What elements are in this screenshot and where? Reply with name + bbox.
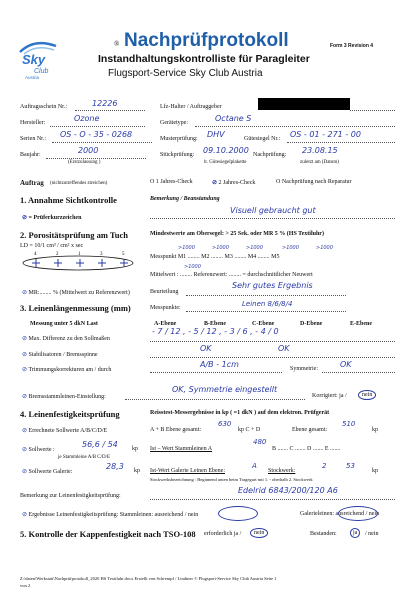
galerie-value: 28,3 xyxy=(106,462,124,471)
symmetrie-label: Symmetrie: xyxy=(290,366,318,372)
auftrag-option-3[interactable]: O Nachprüfung nach Reparatur xyxy=(276,179,352,185)
messpunkte-value: Leinen 8/6/8/4 xyxy=(242,300,293,308)
ist-rest: B ....... C ....... D ....... E ....... xyxy=(272,446,341,452)
stueckpruefung-value: 09.10.2000 xyxy=(203,146,249,155)
section-3-title: 3. Leinenlängenmessung (mm) xyxy=(20,303,131,313)
bemerkung-value: Visuell gebraucht gut xyxy=(230,206,316,215)
footer-line-1: Z:\daten\Werkstatt\Nachprüfprotokoll_2020 HS Textiluhr.docx Erstellt von Schrempf / Lindtner © Flugsport-Service Sky Club Austria Seite 1 xyxy=(20,576,277,581)
auftrag-label: Auftrag xyxy=(20,179,44,187)
scale-num-2: 2 xyxy=(56,252,59,257)
scale-num-3: 1 xyxy=(78,252,81,257)
ld-label: LD = 10/1 cm³ / cm² x sec xyxy=(20,243,84,249)
subtitle: Instandhaltungskontrolliste für Paragleiter xyxy=(98,53,310,65)
section-1-title: 1. Annahme Sichtkontrolle xyxy=(20,195,117,205)
guetesiegel-line xyxy=(287,142,395,143)
porosity-scale xyxy=(20,250,140,272)
reiss-title: Reisstest-Messergebnisse in kp ( =1 dkN ) auf dem elektron. Prüfgerät xyxy=(150,410,330,416)
check-mark-icon: ⊘ xyxy=(22,512,28,518)
geraetetyp-label: Gerätetype: xyxy=(160,120,188,126)
brems-label: ⊘ Bremsstammleinen-Einstellung: xyxy=(22,394,106,400)
row-stabi-line xyxy=(150,357,395,358)
erforderlich-nein[interactable]: nein xyxy=(250,528,268,538)
ist-label: Ist – Wert Stammleinen A xyxy=(150,446,213,452)
auftragsschein-line xyxy=(75,110,145,111)
bemerkung-label: Bemerkung / Beanstandung xyxy=(150,196,220,202)
section-2-title: 2. Porositätsprüfung am Tuch xyxy=(20,230,129,240)
galerie-ist-label: Ist-Wert Galerie Leinen Ebene: xyxy=(150,468,225,474)
option-circle-icon: O xyxy=(276,179,281,185)
row-trim-line xyxy=(150,372,282,373)
service-name: Flugsport-Service Sky Club Austria xyxy=(108,68,263,79)
svg-text:Sky: Sky xyxy=(22,52,46,67)
baujahr-label: Baujahr: xyxy=(20,152,41,158)
baujahr-line xyxy=(46,158,146,159)
row-max-diff-label: ⊘ Max. Differenz zu den Sollmaßen xyxy=(22,336,110,342)
scale-num-1: 4 xyxy=(34,252,37,257)
ist-value: 480 xyxy=(253,438,267,446)
hersteller-label: Hersteller: xyxy=(20,120,46,126)
col-d-ebene: D-Ebene xyxy=(300,321,323,327)
row-stabi-value-2: OK xyxy=(278,344,290,353)
bestanden-nein: / nein xyxy=(365,531,379,537)
erforderlich-label: erforderlich ja / xyxy=(204,531,242,537)
lfz-halter-line xyxy=(350,110,395,111)
svg-text:Club: Club xyxy=(34,68,49,75)
col-c-ebene: C-Ebene xyxy=(252,321,275,327)
messpunkt-m3: >1000 xyxy=(246,245,263,251)
bemerkung-line xyxy=(150,218,395,219)
ab-value: 630 xyxy=(218,420,232,428)
bestanden-label: Bestanden: xyxy=(310,531,337,537)
guetesiegel-value: OS - 01 - 271 - 00 xyxy=(290,130,361,139)
check-mark-icon: ⊘ xyxy=(22,394,28,400)
serien-label: Serien Nr.: xyxy=(20,136,46,142)
check-mark-icon: ⊘ xyxy=(22,352,28,358)
auftrag-option-2[interactable]: ⊘ 2 Jahres-Check xyxy=(212,180,256,186)
messpunkte-label: Messpunkte: xyxy=(150,305,181,311)
hersteller-value: Ozone xyxy=(74,114,100,123)
section-4-title: 4. Leinenfestigkeitsprüfung xyxy=(20,409,120,419)
baujahr-value: 2000 xyxy=(78,146,99,155)
beurteilung-label: Beurteilung xyxy=(150,289,179,295)
option-circle-icon: O xyxy=(150,179,155,185)
mr-label: ⊘ MR:........ % (Mittelwert zu Referenzwert) xyxy=(22,290,130,296)
messpunkt-m2: >1000 xyxy=(212,245,229,251)
cd-label: kp C + D xyxy=(238,427,261,433)
symmetrie-value: OK xyxy=(340,360,352,369)
page-title: Nachprüfprotokoll xyxy=(124,30,289,51)
stockwerk-value: 2 xyxy=(322,462,327,470)
brems-value: OK, Symmetrie eingestellt xyxy=(172,385,278,394)
sky-club-logo-icon xyxy=(14,32,62,80)
kp-unit: kp xyxy=(372,427,378,433)
galerie-result-label: Galerieleinen: ausreichend / nein xyxy=(300,511,380,517)
symmetrie-line xyxy=(322,372,395,373)
form-code: Form 3 Revision 4 xyxy=(330,43,374,49)
check-mark-icon: ⊘ xyxy=(22,469,28,475)
row-max-diff-line xyxy=(150,341,395,342)
ergebnis-circle[interactable] xyxy=(218,506,258,521)
korrigiert-label: Korrigiert: ja / xyxy=(312,393,347,399)
serien-line xyxy=(52,142,152,143)
section-5-title: 5. Kontrolle der Kappenfestigkeit nach TSO-108 xyxy=(20,529,196,539)
scale-num-5: 5 xyxy=(122,252,125,257)
col-b-ebene: B-Ebene xyxy=(204,321,227,327)
row-max-diff-value: - 7 / 12 , - 5 / 12 , - 3 / 6 , - 4 / 0 xyxy=(152,327,279,336)
nachpruefung-label: Nachprüfung: xyxy=(253,152,287,158)
scale-num-4: 3 xyxy=(100,252,103,257)
check-mark-icon: ⊘ xyxy=(22,290,28,296)
registered-mark: ® xyxy=(114,40,120,48)
erstzulassung-label: (Erstzulassung ) xyxy=(68,160,101,165)
brems-line xyxy=(125,399,305,400)
check-mark-icon: ⊘ xyxy=(22,336,28,342)
ebene-label: Ebene gesamt: xyxy=(292,427,328,433)
musterpruefung-label: Musterprüfung: xyxy=(160,136,198,142)
auftragsschein-value: 12226 xyxy=(92,99,118,108)
stockwerk-label: Stockwerk: xyxy=(268,468,296,474)
nachpruefung-value: 23.08.15 xyxy=(302,146,338,155)
option-circle-icon: ⊘ xyxy=(212,180,218,186)
messpunkt-label: Messpunkt M1 ........ M2 ........ M3 ........ M4 ........ M5 xyxy=(150,254,280,260)
lfz-halter-redacted xyxy=(258,98,350,110)
sollwerte-kp: kp xyxy=(132,446,138,452)
auftrag-option-1[interactable]: O 1 Jahres-Check xyxy=(150,179,193,185)
bemerkung-leinen-value: Edelrid 6843/200/120 A6 xyxy=(238,486,338,495)
stueckpruefung-label: Stückprüfung: xyxy=(160,152,195,158)
ebene-value: 510 xyxy=(342,420,356,428)
logo xyxy=(14,32,62,80)
hersteller-line xyxy=(50,126,145,127)
errechnete-label: ⊘ Errechnete Sollwerte A/B/C/D/E xyxy=(22,428,108,434)
geraetetyp-line xyxy=(195,126,395,127)
check-mark-icon: ⊘ xyxy=(22,428,28,434)
mindest-label: Mindestwerte am Obersegel: > 25 Sek. oder MR 5 % (HS Textiluhr) xyxy=(150,231,324,237)
row-trim-label: ⊘ Trimmungskorrekturen am / durch xyxy=(22,367,112,373)
auftragsschein-label: Auftragsschein Nr.: xyxy=(20,104,67,110)
check-mark-icon: ⊘ xyxy=(22,367,28,373)
stockwerk-note: Stockwerksbezeichnung : Beginnend unten beim Tragegurt mit 1. - oberhalb 2. Stockwerk xyxy=(150,477,313,482)
sollwerte-label: ⊘ Sollwerte : xyxy=(22,447,55,453)
guetesiegelplakette-label: lt. Gütesiegelplakette xyxy=(204,160,247,165)
check-mark-icon: ⊘ xyxy=(22,215,28,221)
table-title: Messung unter 5 dkN Last xyxy=(30,321,98,327)
messpunkt-m4: >1000 xyxy=(282,245,299,251)
row-stabi-label: ⊘ Stabilisatoren / Bremsspinne xyxy=(22,352,98,358)
bemerkung-leinen-label: Bemerkung zur Leinenfestigkeitsprüfung: xyxy=(20,493,121,499)
bemerkung-leinen-line xyxy=(150,499,395,500)
stockwerk-kp-value: 53 xyxy=(346,462,355,470)
mittelwert-label: Mittelwert : ........ Referenzwert: ........ = durchschnittlicher Neuwert xyxy=(150,272,313,278)
beurteilung-value: Sehr gutes Ergebnis xyxy=(232,281,313,290)
lfz-halter-label: Lfz-Halter / Auftraggeber xyxy=(160,104,222,110)
je-label: je Stammleine A/B C/D/E xyxy=(58,455,111,460)
row-stabi-value-1: OK xyxy=(200,344,212,353)
serien-value: OS - O - 35 - 0268 xyxy=(60,130,133,139)
mittelwert-value: >1000 xyxy=(184,264,201,270)
geraetetyp-value: Octane S xyxy=(215,114,252,123)
zuletzt-label: zuletzt am (Datum) xyxy=(300,160,339,165)
messpunkt-m1: >1000 xyxy=(178,245,195,251)
sollwerte-value: 56,6 / 54 xyxy=(82,440,118,449)
pruefer-label: ⊘ = Prüferkurzzeichen xyxy=(22,215,82,221)
ergebnis-label: ⊘ Ergebnisse Leinenfestigkeitsprüfung: Stammleinen: ausreichend / nein xyxy=(22,512,199,518)
row-trim-value: A/B - 1cm xyxy=(200,360,239,369)
ab-label: A + B Ebene gesamt: xyxy=(150,427,202,433)
guetesiegel-label: Gütesiegel Nr.: xyxy=(244,136,281,142)
beurteilung-line xyxy=(186,295,346,296)
svg-text:Austria: Austria xyxy=(25,75,40,80)
korrigiert-nein[interactable]: nein xyxy=(358,390,376,400)
auftrag-note: (nichtzutreffendes streichen) xyxy=(50,181,108,186)
check-mark-icon: ⊘ xyxy=(22,447,28,453)
musterpruefung-value: DHV xyxy=(207,130,225,139)
messpunkt-m5: >1000 xyxy=(316,245,333,251)
galerie-label: ⊘ Sollwerte Galerie: xyxy=(22,469,73,475)
footer-line-2: von 2 xyxy=(20,583,31,588)
porosity-scale-diagram xyxy=(20,250,140,272)
bestanden-ja[interactable]: ja xyxy=(350,528,360,538)
stockwerk-kp: kp xyxy=(372,468,378,474)
messpunkte-line xyxy=(186,311,346,312)
col-a-ebene: A-Ebene xyxy=(154,321,177,327)
col-e-ebene: E-Ebene xyxy=(350,321,373,327)
galerie-kp: kp xyxy=(134,468,140,474)
galerie-ebene: A xyxy=(252,462,257,470)
galerie-result-circle[interactable] xyxy=(338,506,378,521)
